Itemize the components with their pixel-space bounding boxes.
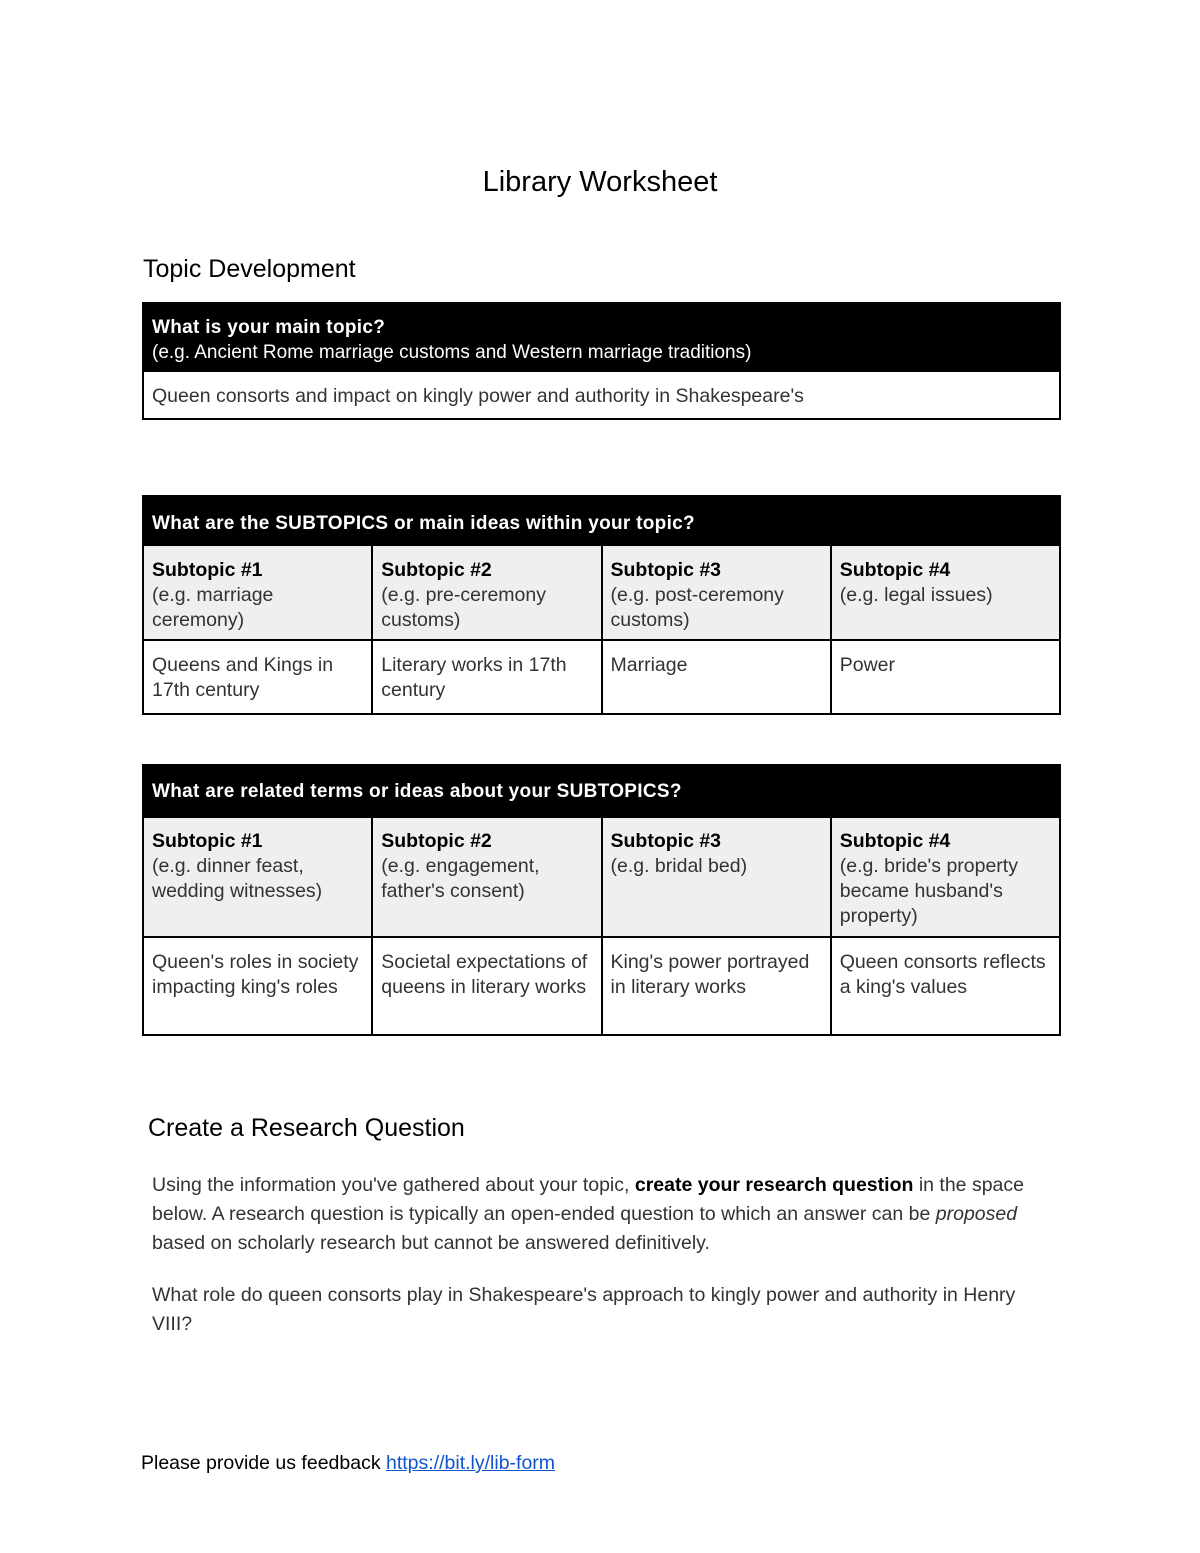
instructions-text: Using the information you've gathered about your topic, [152, 1174, 635, 1196]
research-question-heading: Create a Research Question [148, 1114, 465, 1142]
main-topic-question: What is your main topic? [152, 317, 386, 338]
subtopic-example: (e.g. pre-ceremony customs) [381, 584, 546, 631]
related-2-answer[interactable]: Societal expectations of queens in literary works [372, 937, 601, 1035]
related-terms-header [143, 765, 1060, 817]
subtopic-2-header [372, 545, 601, 640]
subtopic-label: Subtopic #2 [381, 830, 492, 852]
instructions-italic: proposed [935, 1203, 1018, 1225]
subtopic-label: Subtopic #4 [839, 559, 951, 581]
subtopics-header [143, 496, 1060, 545]
subtopic-label: Subtopic #2 [381, 559, 492, 581]
subtopic-example: (e.g. bride's property became husband's property) [839, 855, 1018, 927]
subtopic-example: (e.g. bridal bed) [610, 855, 748, 877]
main-topic-answer[interactable]: Queen consorts and impact on kingly power and authority in Shakespeare's [143, 371, 1060, 419]
related-1-answer[interactable]: Queen's roles in society impacting king's roles [143, 937, 372, 1035]
instructions-text: in the space below. A research question is typically an open-ended question to which an answer can be [152, 1174, 1024, 1225]
subtopic-label: Subtopic #1 [152, 830, 263, 852]
feedback-link[interactable]: https://bit.ly/lib-form [386, 1452, 556, 1474]
subtopic-4-header [831, 545, 1060, 640]
related-4-header [831, 817, 1060, 937]
subtopic-3-header [602, 545, 831, 640]
subtopics-question: What are the SUBTOPICS or main ideas within your topic? [152, 513, 695, 534]
subtopic-2-answer[interactable]: Literary works in 17th century [372, 640, 601, 714]
related-terms-question: What are related terms or ideas about your SUBTOPICS? [152, 781, 682, 802]
research-question-instructions [152, 1171, 1057, 1258]
related-3-header [602, 817, 831, 937]
instructions-bold: create your research question [634, 1174, 914, 1196]
subtopic-example: (e.g. marriage ceremony) [152, 584, 274, 631]
feedback-text: Please provide us feedback [141, 1452, 386, 1474]
main-topic-header [143, 303, 1060, 371]
subtopic-1-answer[interactable]: Queens and Kings in 17th century [143, 640, 372, 714]
subtopic-1-header [143, 545, 372, 640]
page-title: Library Worksheet [482, 166, 718, 198]
subtopic-4-answer[interactable]: Power [831, 640, 1060, 714]
subtopics-table [142, 495, 1061, 715]
subtopic-label: Subtopic #3 [610, 559, 722, 581]
subtopic-label: Subtopic #1 [152, 559, 263, 581]
subtopic-label: Subtopic #3 [610, 830, 722, 852]
instructions-text: based on scholarly research but cannot be answered definitively. [152, 1232, 710, 1254]
main-topic-example: (e.g. Ancient Rome marriage customs and Western marriage traditions) [152, 342, 752, 363]
subtopic-example: (e.g. engagement, father's consent) [381, 855, 540, 902]
related-2-header [372, 817, 601, 937]
related-4-answer[interactable]: Queen consorts reflects a king's values [831, 937, 1060, 1035]
subtopic-label: Subtopic #4 [839, 830, 951, 852]
subtopic-example: (e.g. dinner feast, wedding witnesses) [152, 855, 323, 902]
research-question-answer[interactable]: What role do queen consorts play in Shakespeare's approach to kingly power and authority in Henry VIII? [152, 1284, 1016, 1335]
subtopic-example: (e.g. legal issues) [839, 584, 993, 606]
topic-development-heading: Topic Development [143, 255, 356, 283]
feedback-footer [141, 1452, 555, 1475]
related-terms-table [142, 764, 1061, 1036]
related-1-header [143, 817, 372, 937]
subtopic-3-answer[interactable]: Marriage [602, 640, 831, 714]
subtopic-example: (e.g. post-ceremony customs) [610, 584, 784, 631]
main-topic-table [142, 302, 1061, 420]
related-3-answer[interactable]: King's power portrayed in literary works [602, 937, 831, 1035]
